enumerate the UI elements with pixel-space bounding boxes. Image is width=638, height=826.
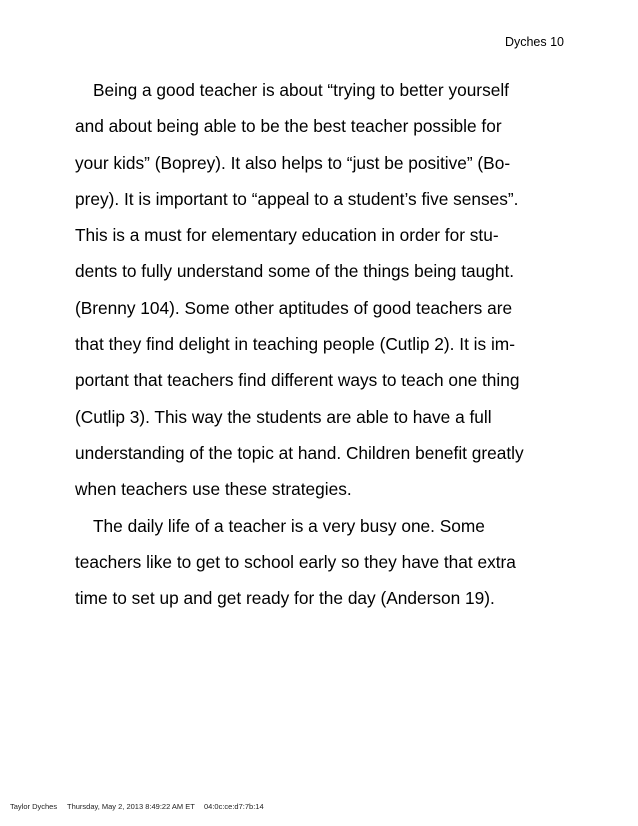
footer-author: Taylor Dyches [10,802,58,811]
page-number-header: Dyches 10 [504,35,564,49]
text-line: Being a good teacher is about “trying to better yourself [93,80,509,100]
text-line: understanding of the topic at hand. Children benefit greatly [75,442,524,463]
text-line: when teachers use these strategies. [75,479,352,500]
text-line: This is a must for elementary education in order for stu- [75,225,499,246]
text-line: portant that teachers find different ways to teach one thing [75,370,520,391]
text-line: teachers like to get to school early so they have that extra [75,551,516,572]
footer-timestamp: Thursday, May 2, 2013 8:49:22 AM ET [67,802,195,811]
document-body [75,74,575,618]
text-line: (Cutlip 3). This way the students are able to have a full [75,406,492,427]
text-line: dents to fully understand some of the things being taught. [75,261,515,282]
text-line: and about being able to be the best teacher possible for [75,116,502,137]
text-line: time to set up and get ready for the day (Anderson 19). [75,588,495,609]
text-line: your kids” (Boprey). It also helps to “just be positive” (Bo- [75,152,511,173]
footer-device-id: 04:0c:ce:d7:7b:14 [204,802,264,811]
print-footer [10,802,264,812]
text-line: prey). It is important to “appeal to a student’s five senses”. [75,188,519,209]
text-line: The daily life of a teacher is a very busy one. Some [93,515,485,536]
text-line: that they find delight in teaching people (Cutlip 2). It is im- [75,334,515,355]
text-line: (Brenny 104). Some other aptitudes of good teachers are [75,297,513,318]
